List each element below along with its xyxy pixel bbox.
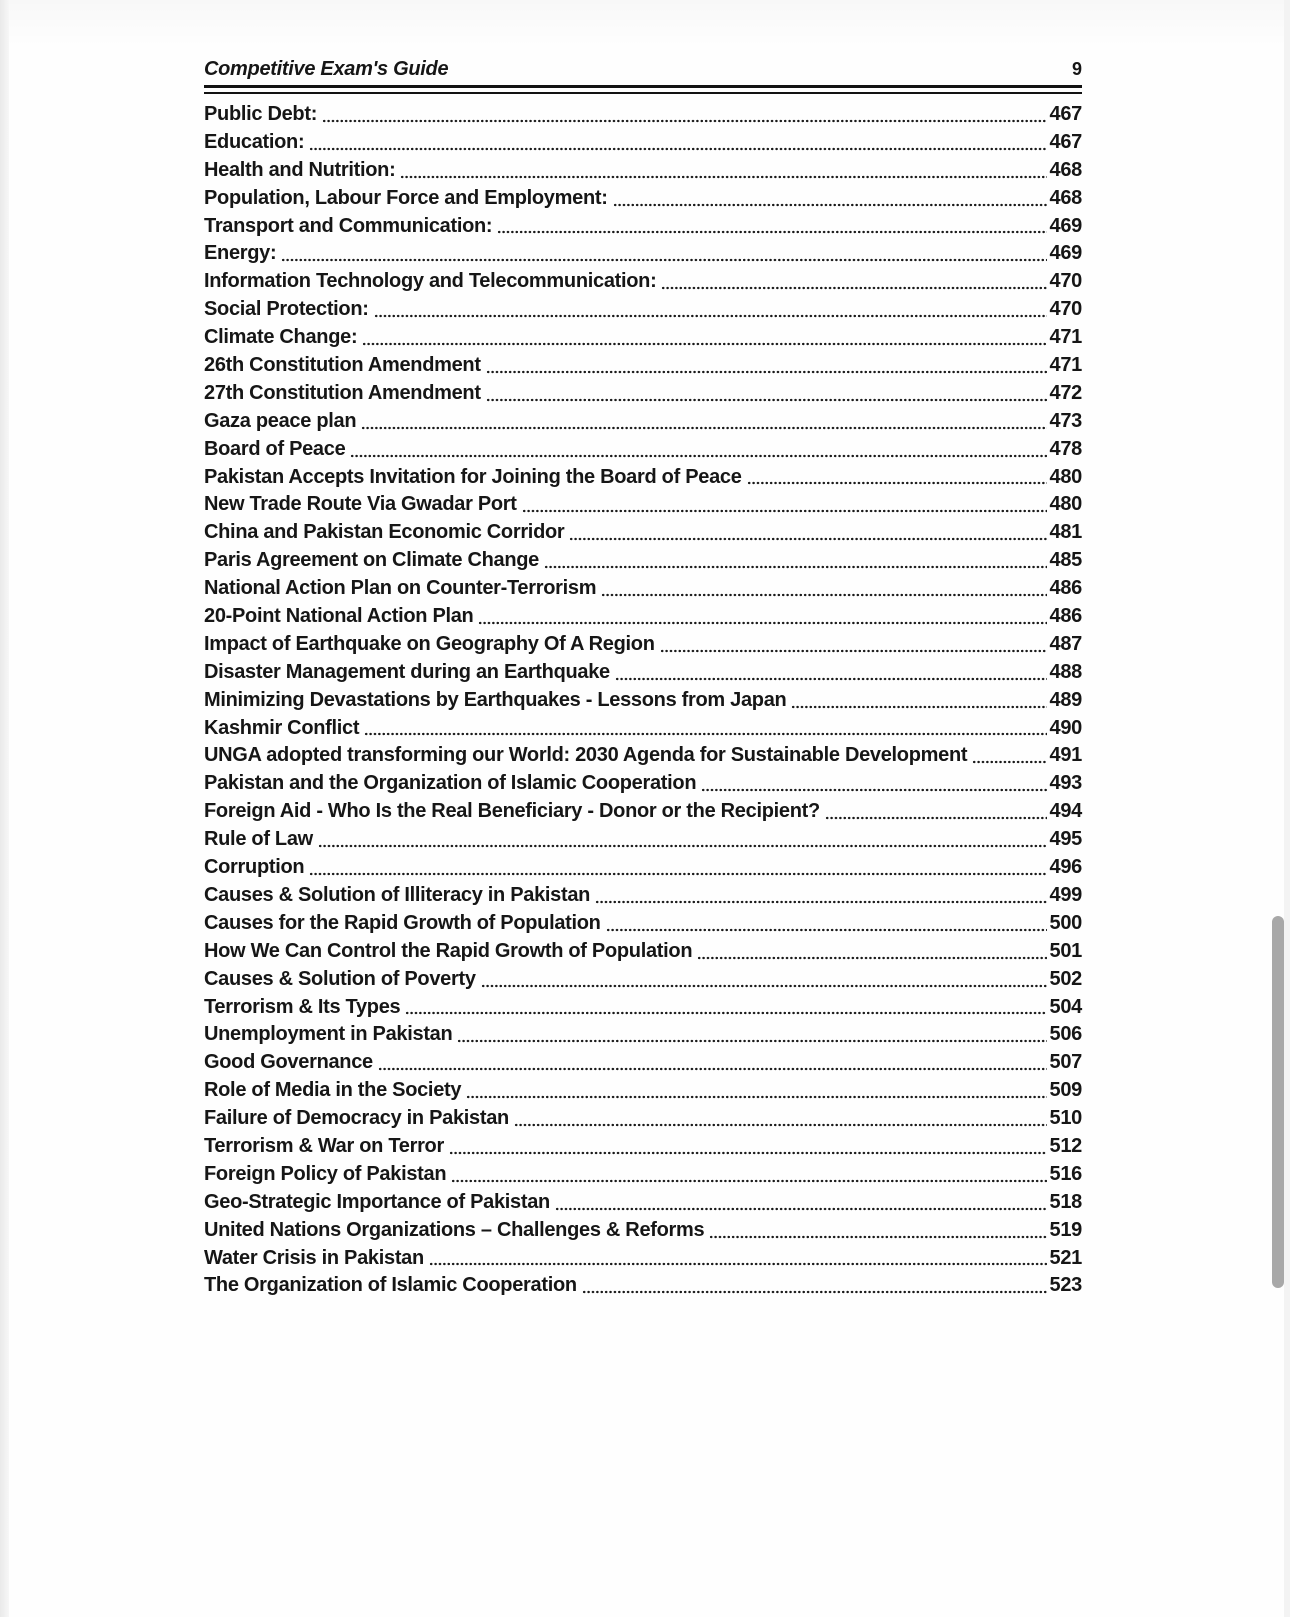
toc-leader-dots xyxy=(481,966,1047,994)
toc-leader-dots xyxy=(660,631,1047,659)
toc-leader-dots xyxy=(972,742,1046,770)
toc-leader-dots xyxy=(514,1105,1047,1133)
toc-row xyxy=(204,826,1082,854)
toc-entry-page: 490 xyxy=(1049,716,1082,739)
toc-entry-title: United Nations Organizations – Challenges & Reforms xyxy=(204,1218,705,1241)
toc-leader-dots xyxy=(555,1189,1047,1217)
toc-entry-page: 472 xyxy=(1049,381,1082,404)
toc-entry-page: 494 xyxy=(1049,800,1082,823)
toc-row xyxy=(204,603,1082,631)
toc-leader-dots xyxy=(697,938,1046,966)
toc-entry-page: 519 xyxy=(1049,1218,1082,1241)
toc-entry-page: 496 xyxy=(1049,856,1082,879)
toc-entry-page: 467 xyxy=(1049,103,1082,125)
toc-leader-dots xyxy=(601,575,1046,603)
toc-entry-title: China and Pakistan Economic Corridor xyxy=(204,521,565,544)
toc-row xyxy=(204,1189,1082,1217)
toc-entry-page: 510 xyxy=(1049,1107,1082,1130)
toc-entry-title: Foreign Policy of Pakistan xyxy=(204,1162,447,1185)
toc-entry-title: Corruption xyxy=(204,856,305,879)
toc-row xyxy=(204,910,1082,938)
toc-entry-title: Good Governance xyxy=(204,1051,373,1074)
toc-leader-dots xyxy=(451,1161,1046,1189)
toc-row xyxy=(204,687,1082,715)
toc-entry-title: Disaster Management during an Earthquake xyxy=(204,660,610,683)
toc-leader-dots xyxy=(350,436,1046,464)
toc-entry-page: 504 xyxy=(1049,995,1082,1018)
toc-entry-page: 469 xyxy=(1049,242,1082,265)
toc-row xyxy=(204,185,1082,213)
toc-row xyxy=(204,882,1082,910)
page-left-edge-shadow xyxy=(0,0,9,1617)
toc-entry-page: 509 xyxy=(1049,1079,1082,1102)
toc-entry-page: 486 xyxy=(1049,577,1082,600)
book-title: Competitive Exam's Guide xyxy=(204,58,449,80)
toc-entry-title: Public Debt: xyxy=(204,103,318,125)
toc-leader-dots xyxy=(709,1217,1046,1245)
toc-row xyxy=(204,129,1082,157)
toc-leader-dots xyxy=(522,491,1047,519)
toc-leader-dots xyxy=(309,854,1046,882)
toc-entry-title: 27th Constitution Amendment xyxy=(204,381,481,404)
toc-row xyxy=(204,770,1082,798)
toc-leader-dots xyxy=(613,185,1047,213)
toc-row xyxy=(204,157,1082,185)
toc-leader-dots xyxy=(701,770,1046,798)
toc-row xyxy=(204,631,1082,659)
toc-entry-title: Social Protection: xyxy=(204,298,369,321)
scrollbar-track[interactable] xyxy=(1284,0,1290,1617)
page-top-shadow xyxy=(9,0,1290,48)
toc-entry-page: 481 xyxy=(1049,521,1082,544)
toc-leader-dots xyxy=(449,1133,1047,1161)
toc-entry-page: 468 xyxy=(1049,186,1082,209)
toc-row xyxy=(204,491,1082,519)
toc-row xyxy=(204,547,1082,575)
toc-entry-page: 471 xyxy=(1049,326,1082,349)
toc-leader-dots xyxy=(825,798,1047,826)
toc-entry-page: 512 xyxy=(1049,1134,1082,1157)
toc-leader-dots xyxy=(362,324,1046,352)
toc-row xyxy=(204,519,1082,547)
toc-row xyxy=(204,938,1082,966)
toc-entry-title: Kashmir Conflict xyxy=(204,716,360,739)
toc-row xyxy=(204,715,1082,743)
toc-leader-dots xyxy=(322,101,1046,129)
toc-entry-page: 521 xyxy=(1049,1246,1082,1269)
toc-leader-dots xyxy=(466,1077,1046,1105)
toc-entry-page: 470 xyxy=(1049,270,1082,293)
toc-leader-dots xyxy=(361,408,1046,436)
toc-leader-dots xyxy=(582,1272,1047,1300)
scrollbar-thumb[interactable] xyxy=(1272,916,1284,1288)
toc-row xyxy=(204,296,1082,324)
toc-row xyxy=(204,1105,1082,1133)
toc-entry-title: The Organization of Islamic Cooperation xyxy=(204,1274,577,1297)
toc-leader-dots xyxy=(478,603,1046,631)
toc-entry-title: Causes & Solution of Illiteracy in Pakistan xyxy=(204,883,591,906)
toc-leader-dots xyxy=(595,882,1046,910)
toc-row xyxy=(204,1272,1082,1300)
toc-row xyxy=(204,659,1082,687)
toc-entry-title: Climate Change: xyxy=(204,326,358,349)
toc-entry-page: 499 xyxy=(1049,883,1082,906)
toc-entry-page: 471 xyxy=(1049,354,1082,377)
toc-entry-title: Terrorism & War on Terror xyxy=(204,1134,444,1157)
toc-leader-dots xyxy=(309,129,1046,157)
toc-entry-title: Water Crisis in Pakistan xyxy=(204,1246,424,1269)
toc-entry-title: Transport and Communication: xyxy=(204,214,493,237)
toc-leader-dots xyxy=(364,715,1046,743)
toc-entry-page: 487 xyxy=(1049,632,1082,655)
toc-row xyxy=(204,854,1082,882)
toc-entry-title: 26th Constitution Amendment xyxy=(204,354,481,377)
toc-entry-title: Gaza peace plan xyxy=(204,409,357,432)
toc-entry-page: 518 xyxy=(1049,1190,1082,1213)
toc-leader-dots xyxy=(497,213,1046,241)
toc-leader-dots xyxy=(747,464,1047,492)
toc-entry-page: 468 xyxy=(1049,158,1082,181)
toc-list xyxy=(204,101,1082,1300)
toc-entry-page: 488 xyxy=(1049,660,1082,683)
toc-row xyxy=(204,408,1082,436)
toc-row xyxy=(204,798,1082,826)
toc-entry-title: Information Technology and Telecommunication: xyxy=(204,270,657,293)
toc-entry-title: Paris Agreement on Climate Change xyxy=(204,549,540,572)
toc-entry-title: UNGA adopted transforming our World: 2030 Agenda for Sustainable Development xyxy=(204,744,968,767)
toc-entry-page: 485 xyxy=(1049,549,1082,572)
toc-entry-page: 467 xyxy=(1049,130,1082,153)
toc-entry-title: Failure of Democracy in Pakistan xyxy=(204,1107,509,1130)
toc-entry-page: 489 xyxy=(1049,688,1082,711)
toc-leader-dots xyxy=(281,240,1046,268)
toc-row xyxy=(204,213,1082,241)
toc-entry-title: New Trade Route Via Gwadar Port xyxy=(204,493,517,516)
toc-leader-dots xyxy=(378,1049,1047,1077)
toc-entry-title: Causes for the Rapid Growth of Population xyxy=(204,911,601,934)
toc-entry-title: How We Can Control the Rapid Growth of Population xyxy=(204,939,693,962)
toc-entry-page: 506 xyxy=(1049,1023,1082,1046)
toc-row xyxy=(204,1077,1082,1105)
toc-row xyxy=(204,101,1082,129)
page-content xyxy=(204,56,1082,1300)
toc-entry-page: 473 xyxy=(1049,409,1082,432)
toc-leader-dots xyxy=(544,547,1047,575)
toc-entry-page: 480 xyxy=(1049,493,1082,516)
toc-entry-title: Impact of Earthquake on Geography Of A Region xyxy=(204,632,655,655)
toc-leader-dots xyxy=(569,519,1046,547)
toc-row xyxy=(204,994,1082,1022)
toc-row xyxy=(204,1245,1082,1273)
toc-row xyxy=(204,380,1082,408)
toc-row xyxy=(204,352,1082,380)
toc-row xyxy=(204,742,1082,770)
toc-entry-title: Minimizing Devastations by Earthquakes - Lessons from Japan xyxy=(204,688,787,711)
toc-entry-title: Population, Labour Force and Employment: xyxy=(204,186,608,209)
toc-leader-dots xyxy=(374,296,1047,324)
toc-row xyxy=(204,1161,1082,1189)
toc-leader-dots xyxy=(486,352,1047,380)
toc-entry-title: Terrorism & Its Types xyxy=(204,995,401,1018)
toc-entry-title: Rule of Law xyxy=(204,828,313,851)
toc-entry-page: 470 xyxy=(1049,298,1082,321)
toc-entry-page: 493 xyxy=(1049,772,1082,795)
toc-entry-page: 469 xyxy=(1049,214,1082,237)
toc-row xyxy=(204,575,1082,603)
toc-leader-dots xyxy=(429,1245,1047,1273)
toc-leader-dots xyxy=(615,659,1047,687)
toc-row xyxy=(204,436,1082,464)
toc-entry-page: 486 xyxy=(1049,605,1082,628)
toc-entry-title: Foreign Aid - Who Is the Real Beneficiary - Donor or the Recipient? xyxy=(204,800,820,823)
toc-leader-dots xyxy=(405,994,1046,1022)
toc-entry-page: 501 xyxy=(1049,939,1082,962)
toc-row xyxy=(204,1049,1082,1077)
toc-entry-page: 491 xyxy=(1049,744,1082,767)
toc-entry-page: 507 xyxy=(1049,1051,1082,1074)
toc-entry-page: 478 xyxy=(1049,437,1082,460)
toc-entry-page: 480 xyxy=(1049,465,1082,488)
toc-entry-page: 523 xyxy=(1049,1274,1082,1297)
toc-entry-title: Health and Nutrition: xyxy=(204,158,396,181)
toc-row xyxy=(204,268,1082,296)
toc-leader-dots xyxy=(606,910,1047,938)
running-header xyxy=(204,56,1082,82)
toc-entry-title: National Action Plan on Counter-Terrorism xyxy=(204,577,597,600)
toc-entry-title: Energy: xyxy=(204,242,277,265)
toc-entry-title: Pakistan and the Organization of Islamic Cooperation xyxy=(204,772,697,795)
toc-entry-title: Board of Peace xyxy=(204,437,346,460)
toc-row xyxy=(204,464,1082,492)
toc-entry-title: 20-Point National Action Plan xyxy=(204,605,474,628)
toc-row xyxy=(204,240,1082,268)
toc-entry-title: Unemployment in Pakistan xyxy=(204,1023,453,1046)
toc-entry-title: Education: xyxy=(204,130,305,153)
header-double-rule xyxy=(204,85,1082,94)
toc-row xyxy=(204,1133,1082,1161)
toc-leader-dots xyxy=(457,1021,1046,1049)
toc-leader-dots xyxy=(661,268,1046,296)
toc-entry-title: Role of Media in the Society xyxy=(204,1079,462,1102)
toc-entry-page: 516 xyxy=(1049,1162,1082,1185)
toc-row xyxy=(204,1021,1082,1049)
toc-entry-title: Pakistan Accepts Invitation for Joining the Board of Peace xyxy=(204,465,742,488)
toc-row xyxy=(204,324,1082,352)
toc-entry-title: Geo-Strategic Importance of Pakistan xyxy=(204,1190,550,1213)
toc-leader-dots xyxy=(486,380,1047,408)
toc-row xyxy=(204,966,1082,994)
toc-leader-dots xyxy=(318,826,1047,854)
toc-entry-page: 495 xyxy=(1049,828,1082,851)
toc-entry-page: 500 xyxy=(1049,911,1082,934)
toc-entry-page: 502 xyxy=(1049,967,1082,990)
toc-leader-dots xyxy=(400,157,1046,185)
toc-row xyxy=(204,1217,1082,1245)
page-number: 9 xyxy=(1071,59,1082,79)
toc-entry-title: Causes & Solution of Poverty xyxy=(204,967,476,990)
toc-leader-dots xyxy=(791,687,1046,715)
